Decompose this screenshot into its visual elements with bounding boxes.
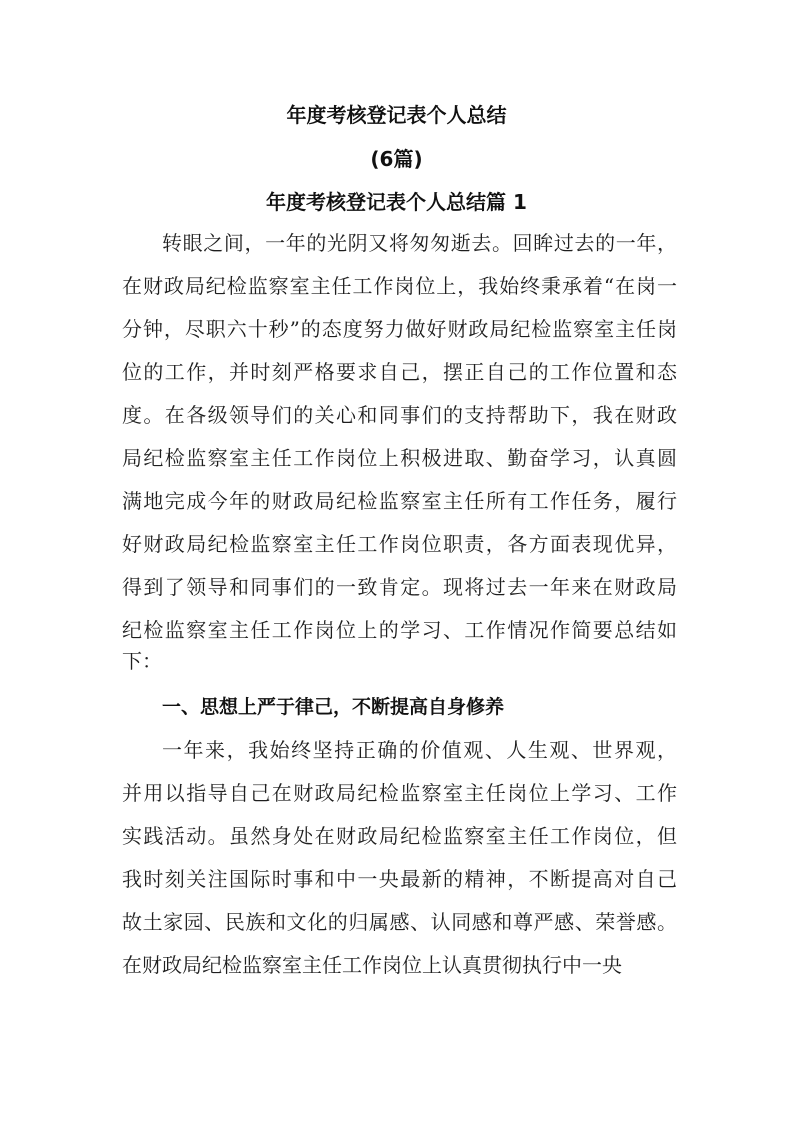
paragraph-line: 我时刻关注国际时事和中一央最新的精神，不断提高对自己 xyxy=(122,867,677,891)
paragraph-line: 局纪检监察室主任工作岗位上积极进取、勤奋学习，认真圆 xyxy=(122,446,677,470)
section-heading: 一、思想上严于律己，不断提高自身修养 xyxy=(162,696,505,718)
paragraph-line: 下： xyxy=(122,649,162,673)
paragraph-line: 好财政局纪检监察室主任工作岗位职责，各方面表现优异， xyxy=(122,532,677,556)
paragraph-line: 满地完成今年的财政局纪检监察室主任所有工作任务，履行 xyxy=(122,489,677,513)
paragraph-line: 在财政局纪检监察室主任工作岗位上认真贯彻执行中一央 xyxy=(122,953,622,977)
article-count: (6篇) xyxy=(370,147,423,171)
paragraph-line: 一年来，我始终坚持正确的价值观、人生观、世界观， xyxy=(162,738,677,762)
paragraph-line: 并用以指导自己在财政局纪检监察室主任岗位上学习、工作 xyxy=(122,781,677,805)
paragraph-line: 得到了领导和同事们的一致肯定。现将过去一年来在财政局 xyxy=(122,575,677,599)
paragraph-line: 纪检监察室主任工作岗位上的学习、工作情况作简要总结如 xyxy=(122,618,677,642)
paragraph-line: 实践活动。虽然身处在财政局纪检监察室主任工作岗位，但 xyxy=(122,824,677,848)
paragraph-line: 在财政局纪检监察室主任工作岗位上，我始终秉承着“在岗一 xyxy=(122,274,677,298)
paragraph-line: 转眼之间，一年的光阴又将匆匆逝去。回眸过去的一年， xyxy=(162,231,677,255)
paragraph-line: 分钟，尽职六十秒”的态度努力做好财政局纪检监察室主任岗 xyxy=(122,317,677,341)
section-title: 年度考核登记表个人总结篇 1 xyxy=(266,190,527,214)
document-title: 年度考核登记表个人总结 xyxy=(286,103,507,127)
paragraph-line: 度。在各级领导们的关心和同事们的支持帮助下，我在财政 xyxy=(122,403,677,427)
paragraph-line: 位的工作，并时刻严格要求自己，摆正自己的工作位置和态 xyxy=(122,360,677,384)
paragraph-line: 故土家园、民族和文化的归属感、认同感和尊严感、荣誉感。 xyxy=(122,910,677,934)
